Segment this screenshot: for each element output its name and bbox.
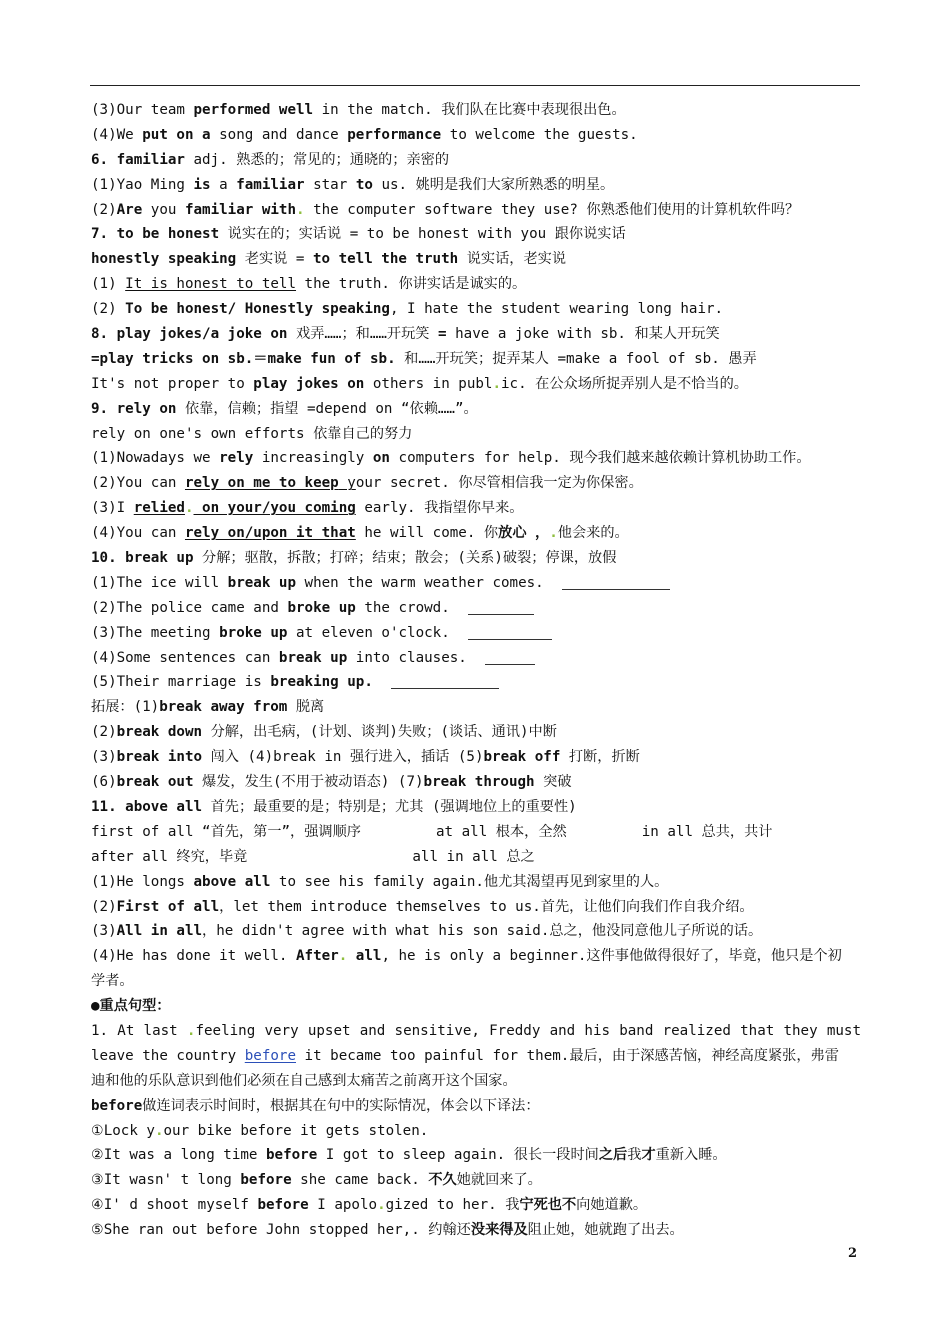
- vocab-heading: 6. familiar adj. 熟悉的；常见的；通晓的；亲密的: [91, 151, 450, 168]
- text-line: first of all “首先，第一”，强调顺序 at all 根本，全然 in all 总共，共计: [91, 823, 773, 840]
- answer-blank[interactable]: [485, 650, 535, 665]
- page-number: 2: [848, 1246, 858, 1261]
- text-line: 迪和他的乐队意识到他们必须在自己感到太痛苦之前离开这个国家。: [91, 1072, 517, 1089]
- answer-blank[interactable]: [468, 625, 552, 640]
- answer-blank[interactable]: [562, 575, 670, 590]
- answer-blank[interactable]: [468, 600, 534, 615]
- text-line: (1)He longs above all to see his family again.他尤其渴望再见到家里的人。: [91, 873, 669, 890]
- document-body: [91, 98, 861, 1243]
- header-rule: [90, 85, 860, 86]
- text-line: (2)You can rely on me to keep your secret. 你尽管相信我一定为你保密。: [91, 475, 643, 492]
- exercise-line: (3)The meeting broke up at eleven o'clock.: [91, 621, 861, 646]
- text-line: 拓展：(1)break away from 脱离: [91, 699, 325, 716]
- text-line: 1. At last .feeling very upset and sensitive, Freddy and his band realized that they must: [91, 1022, 861, 1039]
- text-line: (2) To be honest/ Honestly speaking, I hate the student wearing long hair.: [91, 301, 724, 318]
- text-line: after all 终究，毕竟 all in all 总之: [91, 848, 535, 865]
- text-line: (4)We put on a song and dance performance to welcome the guests.: [91, 126, 638, 143]
- text-line: (2)Are you familiar with. the computer software they use? 你熟悉他们使用的计算机软件吗？: [91, 201, 800, 218]
- text-line: (4)You can rely on/upon it that he will come. 你放心 ，.他会来的。: [91, 525, 629, 542]
- exercise-line: (2)The police came and broke up the crowd.: [91, 596, 861, 621]
- vocab-heading: 8. play jokes/a joke on 戏弄……；和……开玩笑 = have a joke with sb. 和某人开玩笑: [91, 326, 720, 343]
- text-line: before做连词表示时间时，根据其在句中的实际情况，体会以下译法：: [91, 1097, 540, 1114]
- vocab-heading: 9. rely on 依靠，信赖；指望 =depend on “依赖……”。: [91, 400, 478, 417]
- exercise-line: (4)Some sentences can break up into clauses.: [91, 646, 861, 671]
- text-line: (2)First of all，let them introduce themselves to us.首先，让他们向我们作自我介绍。: [91, 898, 754, 915]
- text-line: (3)break into 闯入 (4)break in 强行进入，插话 (5)break off 打断，折断: [91, 749, 640, 766]
- text-line: (1)Yao Ming is a familiar star to us. 姚明是我们大家所熟悉的明星。: [91, 176, 615, 193]
- vocab-heading: 11. above all 首先；最重要的是；特别是；尤其 (强调地位上的重要性): [91, 798, 577, 815]
- text-line: (2)break down 分解，出毛病，(计划、谈判)失败；(谈话、通讯)中断: [91, 724, 557, 741]
- text-line: (1)Nowadays we rely increasingly on computers for help. 现今我们越来越依赖计算机协助工作。: [91, 450, 811, 467]
- text-line: leave the country before it became too painful for them.最后，由于深感苦恼，神经高度紧张，弗雷: [91, 1047, 839, 1064]
- text-line: (3)Our team performed well in the match. 我们队在比赛中表现很出色。: [91, 102, 626, 118]
- exercise-line: (5)Their marriage is breaking up.: [91, 670, 861, 695]
- text-line: ③It wasn' t long before she came back. 不久她就回来了。: [91, 1172, 542, 1189]
- text-line: (6)break out 爆发，发生(不用于被动语态) (7)break through 突破: [91, 774, 572, 791]
- exercise-line: (1)The ice will break up when the warm weather comes.: [91, 571, 861, 596]
- text-line: =play tricks on sb.＝make fun of sb. 和……开玩笑；捉弄某人 =make a fool of sb. 愚弄: [91, 350, 757, 367]
- text-line: It's not proper to play jokes on others in publ.ic. 在公众场所捉弄别人是不恰当的。: [91, 375, 748, 392]
- text-line: ②It was a long time before I got to sleep again. 很长一段时间之后我才重新入睡。: [91, 1147, 727, 1164]
- vocab-heading: 7. to be honest 说实在的；实话说 = to be honest with you 跟你说实话: [91, 226, 626, 243]
- section-heading: ●重点句型：: [91, 998, 171, 1015]
- text-line: ⑤She ran out before John stopped her,. 约翰还没来得及阻止她，她就跑了出去。: [91, 1222, 684, 1239]
- text-line: ④I' d shoot myself before I apolo.gized to her. 我宁死也不向她道歉。: [91, 1197, 648, 1214]
- text-line: (3)I relied. on your/you coming early. 我指望你早来。: [91, 500, 524, 517]
- link-before[interactable]: before: [244, 1047, 296, 1064]
- text-line: (1) It is honest to tell the truth. 你讲实话是诚实的。: [91, 276, 527, 293]
- text-line: ①Lock y.our bike before it gets stolen.: [91, 1122, 429, 1139]
- answer-blank[interactable]: [391, 674, 499, 689]
- text-line: rely on one's own efforts 依靠自己的努力: [91, 425, 413, 442]
- vocab-heading: 10. break up 分解；驱散，拆散；打碎；结束；散会；(关系)破裂；停课，放假: [91, 550, 617, 567]
- text-line: honestly speaking 老实说 = to tell the truth 说实话，老实说: [91, 251, 567, 268]
- text-line: 学者。: [91, 973, 134, 990]
- text-line: (4)He has done it well. After. all, he is only a beginner.这件事他做得很好了，毕竟，他只是个初: [91, 948, 842, 965]
- text-line: (3)All in all，he didn't agree with what his son said.总之，他没同意他儿子所说的话。: [91, 923, 763, 940]
